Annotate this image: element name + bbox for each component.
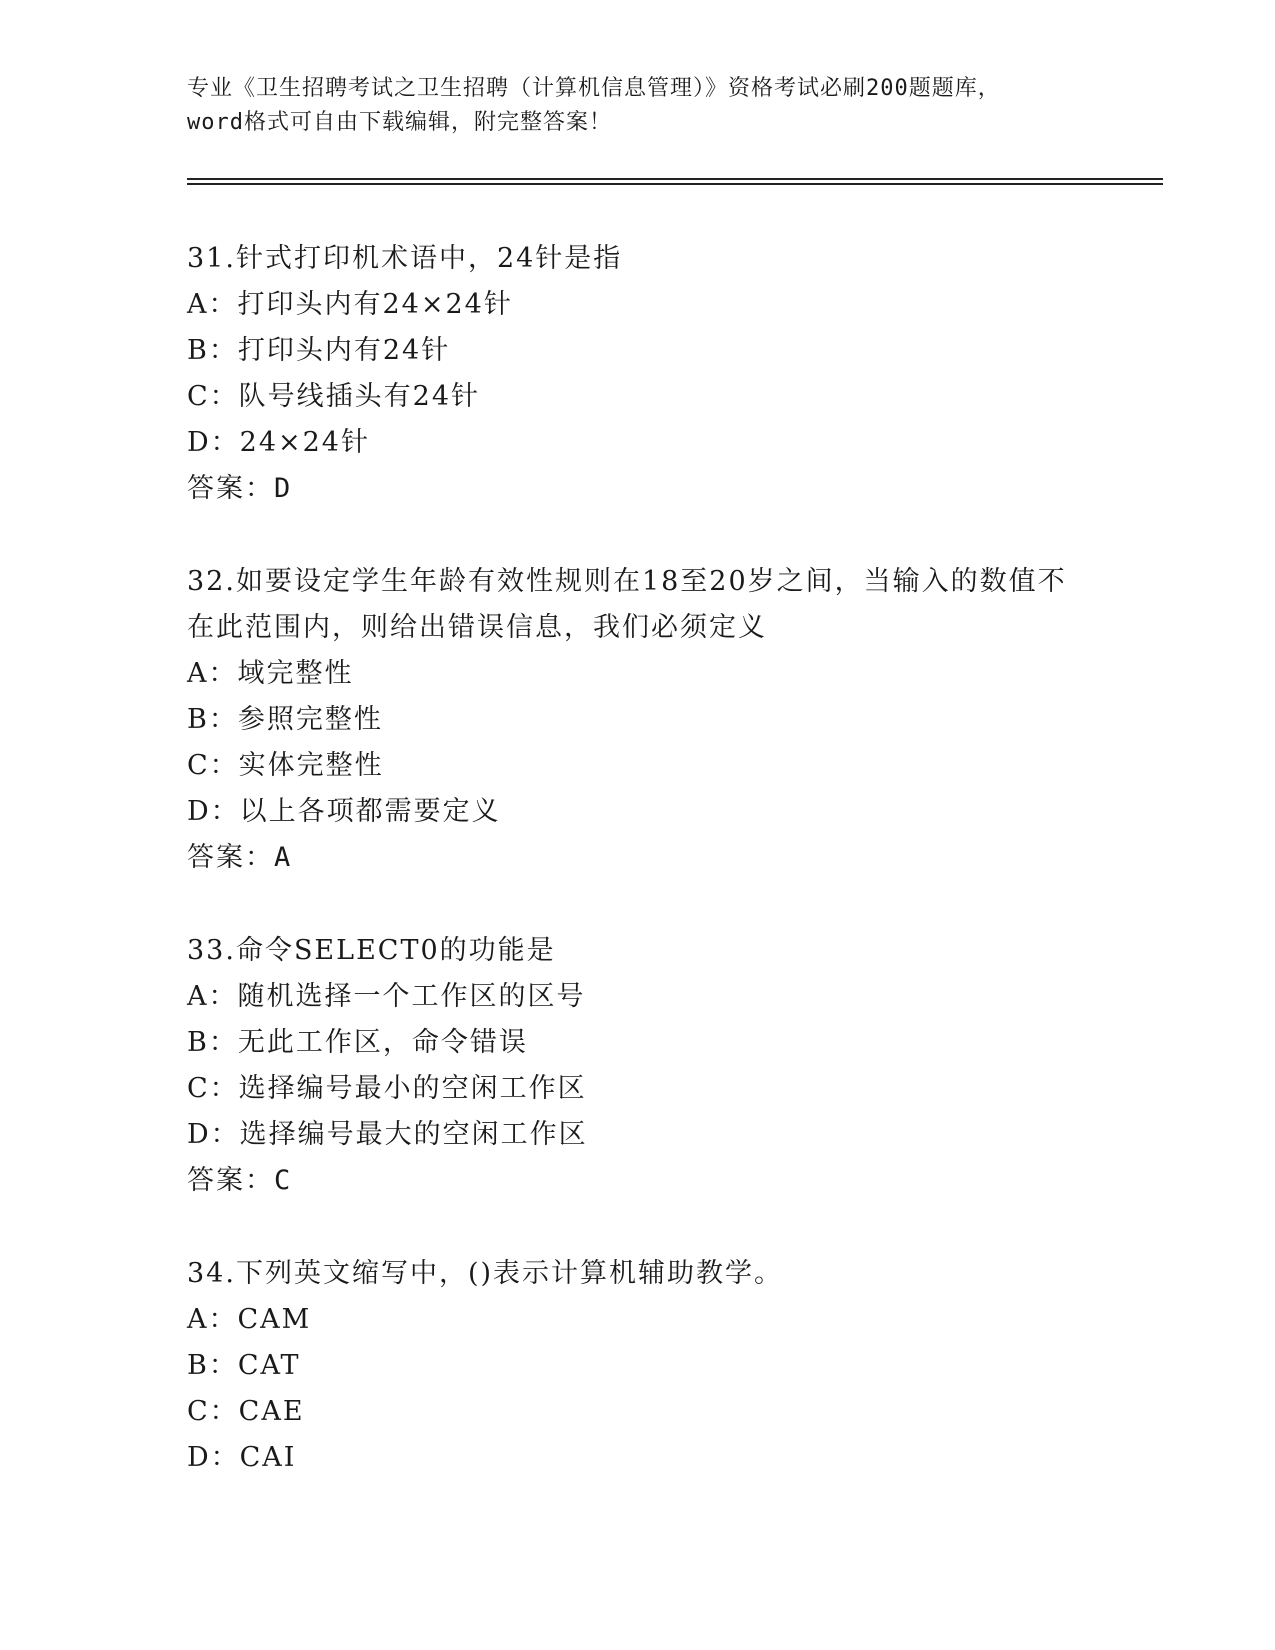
option-a: A：域完整性 bbox=[187, 658, 354, 689]
header-title-line2: word格式可自由下载编辑，附完整答案！ bbox=[187, 110, 612, 135]
header-divider-top bbox=[187, 178, 1163, 180]
answer-value: D bbox=[274, 473, 293, 504]
answer-label: 答案： bbox=[187, 473, 274, 504]
document-header bbox=[187, 72, 1087, 140]
question-32 bbox=[187, 559, 1087, 881]
option-b: B：参照完整性 bbox=[187, 704, 383, 735]
question-stem: 34.下列英文缩写中，()表示计算机辅助教学。 bbox=[187, 1258, 784, 1289]
header-title-line1: 专业《卫生招聘考试之卫生招聘（计算机信息管理）》资格考试必刷200题题库， bbox=[187, 76, 1001, 101]
option-d: D：24×24针 bbox=[187, 427, 370, 458]
option-b: B：CAT bbox=[187, 1350, 301, 1381]
question-list bbox=[187, 236, 1087, 1528]
question-stem-continued: 在此范围内，则给出错误信息，我们必须定义 bbox=[187, 612, 767, 643]
option-c: C：队号线插头有24针 bbox=[187, 381, 481, 412]
option-a: A：随机选择一个工作区的区号 bbox=[187, 981, 586, 1012]
answer-label: 答案： bbox=[187, 1165, 274, 1196]
option-b: B：打印头内有24针 bbox=[187, 335, 451, 366]
option-d: D：选择编号最大的空闲工作区 bbox=[187, 1119, 588, 1150]
answer-value: A bbox=[274, 842, 293, 873]
question-34 bbox=[187, 1251, 1087, 1481]
answer-line bbox=[187, 466, 1087, 512]
question-31 bbox=[187, 236, 1087, 512]
option-a: A：打印头内有24×24针 bbox=[187, 289, 513, 320]
answer-label: 答案： bbox=[187, 842, 274, 873]
question-33 bbox=[187, 928, 1087, 1204]
option-c: C：选择编号最小的空闲工作区 bbox=[187, 1073, 587, 1104]
header-divider-bottom bbox=[187, 183, 1163, 185]
answer-line bbox=[187, 1158, 1087, 1204]
option-d: D：CAI bbox=[187, 1442, 297, 1473]
question-stem: 31.针式打印机术语中，24针是指 bbox=[187, 243, 623, 274]
option-d: D：以上各项都需要定义 bbox=[187, 796, 501, 827]
question-stem: 33.命令SELECT0的功能是 bbox=[187, 935, 556, 966]
option-c: C：实体完整性 bbox=[187, 750, 384, 781]
answer-line bbox=[187, 835, 1087, 881]
option-b: B：无此工作区，命令错误 bbox=[187, 1027, 528, 1058]
answer-value: C bbox=[274, 1165, 293, 1196]
option-c: C：CAE bbox=[187, 1396, 305, 1427]
option-a: A：CAM bbox=[187, 1304, 312, 1335]
question-stem: 32.如要设定学生年龄有效性规则在18至20岁之间，当输入的数值不 bbox=[187, 566, 1067, 597]
